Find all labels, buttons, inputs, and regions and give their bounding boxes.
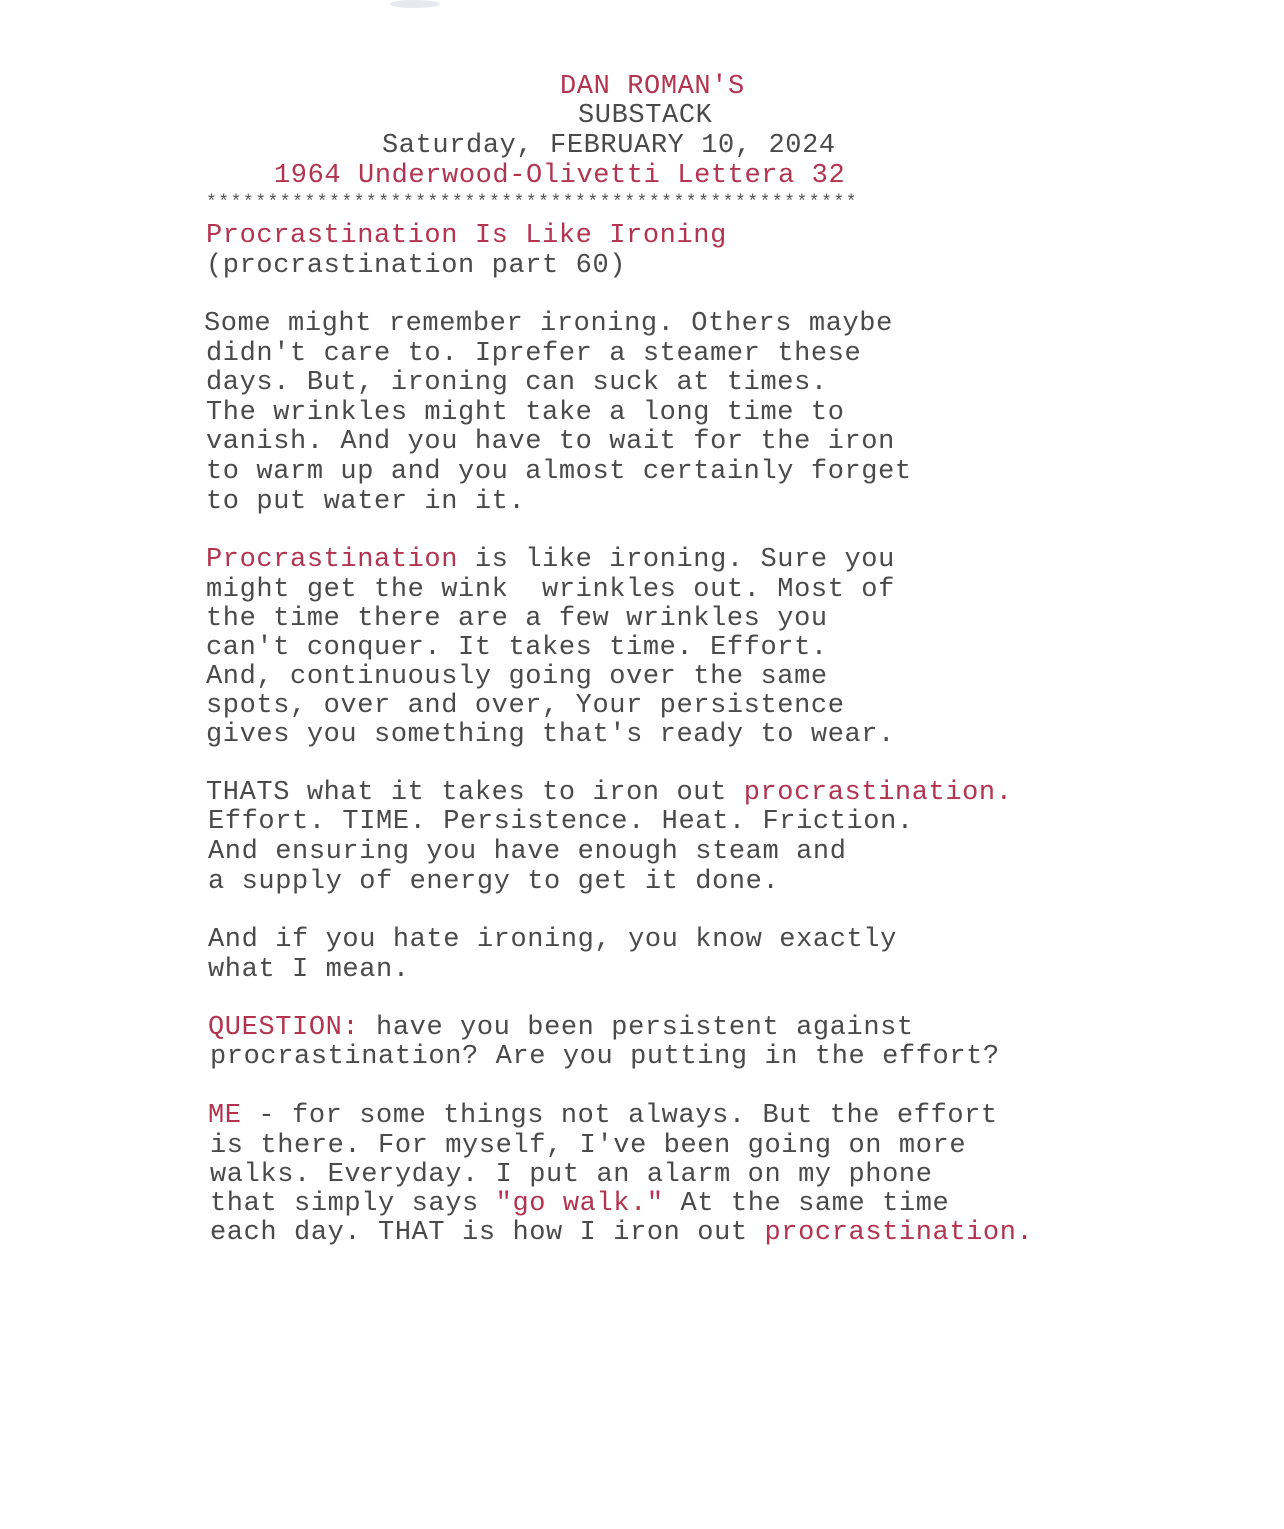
question-line: [208, 1013, 914, 1043]
para1-line: The wrinkles might take a long time to: [206, 398, 845, 428]
para2-line: And, continuously going over the same: [206, 662, 828, 692]
article-subtitle: (procrastination part 60): [206, 251, 627, 281]
para3-line: And ensuring you have enough steam and: [208, 837, 847, 867]
header-author: DAN ROMAN'S: [560, 72, 745, 102]
me-line4-end: At the same time: [663, 1189, 950, 1219]
para1-line: to put water in it.: [206, 487, 526, 517]
me-line1-rest: - for some things not always. But the effort: [241, 1101, 998, 1131]
header-typewriter: 1964 Underwood-Olivetti Lettera 32: [274, 161, 846, 191]
para1-line: vanish. And you have to wait for the iron: [206, 427, 895, 457]
question-line: procrastination? Are you putting in the effort?: [210, 1042, 1000, 1072]
para2-line: might get the wink wrinkles out. Most of: [206, 575, 895, 605]
me-line: [210, 1218, 1033, 1248]
para3-line1-start: THATS what it takes to iron out: [206, 778, 744, 808]
para2-line: can't conquer. It takes time. Effort.: [206, 633, 828, 663]
para3-line: Effort. TIME. Persistence. Heat. Friction.: [208, 807, 914, 837]
me-label: ME: [208, 1101, 242, 1131]
para2-line: the time there are a few wrinkles you: [206, 604, 828, 634]
me-line: [210, 1189, 949, 1219]
header-publication: SUBSTACK: [578, 101, 713, 131]
para2-line: spots, over and over, Your persistence: [206, 691, 845, 721]
para4-line: And if you hate ironing, you know exactly: [208, 925, 897, 955]
para3-line: [206, 778, 1013, 808]
me-line: walks. Everyday. I put an alarm on my phone: [210, 1160, 933, 1190]
me-line: [208, 1101, 998, 1131]
para1-line: didn't care to. Iprefer a steamer these: [206, 339, 862, 369]
para2-line: [206, 545, 895, 575]
para1-line: to warm up and you almost certainly forget: [206, 457, 912, 487]
para2-line: gives you something that's ready to wear.: [206, 720, 895, 750]
question-label: QUESTION:: [208, 1013, 360, 1043]
question-line1-rest: have you been persistent against: [359, 1013, 914, 1043]
header-divider: *****************************************************: [206, 193, 858, 213]
para1-line: Some might remember ironing. Others maybe: [204, 309, 893, 339]
article-title: Procrastination Is Like Ironing: [206, 221, 727, 251]
me-line4-red: "go walk.": [495, 1189, 664, 1219]
me-line4-start: that simply says: [210, 1189, 496, 1219]
para2-lead: Procrastination: [206, 545, 459, 575]
para4-line: what I mean.: [208, 955, 410, 985]
para2-line1-rest: is like ironing. Sure you: [458, 545, 895, 575]
para3-line: a supply of energy to get it done.: [208, 867, 780, 897]
me-line5-red: procrastination.: [764, 1218, 1034, 1248]
para3-line1-red: procrastination.: [743, 778, 1013, 808]
header-date: Saturday, FEBRUARY 10, 2024: [382, 131, 836, 161]
ink-smudge: [390, 0, 440, 8]
me-line5-start: each day. THAT is how I iron out: [210, 1218, 765, 1248]
me-line: is there. For myself, I've been going on more: [210, 1131, 967, 1161]
para1-line: days. But, ironing can suck at times.: [206, 368, 828, 398]
